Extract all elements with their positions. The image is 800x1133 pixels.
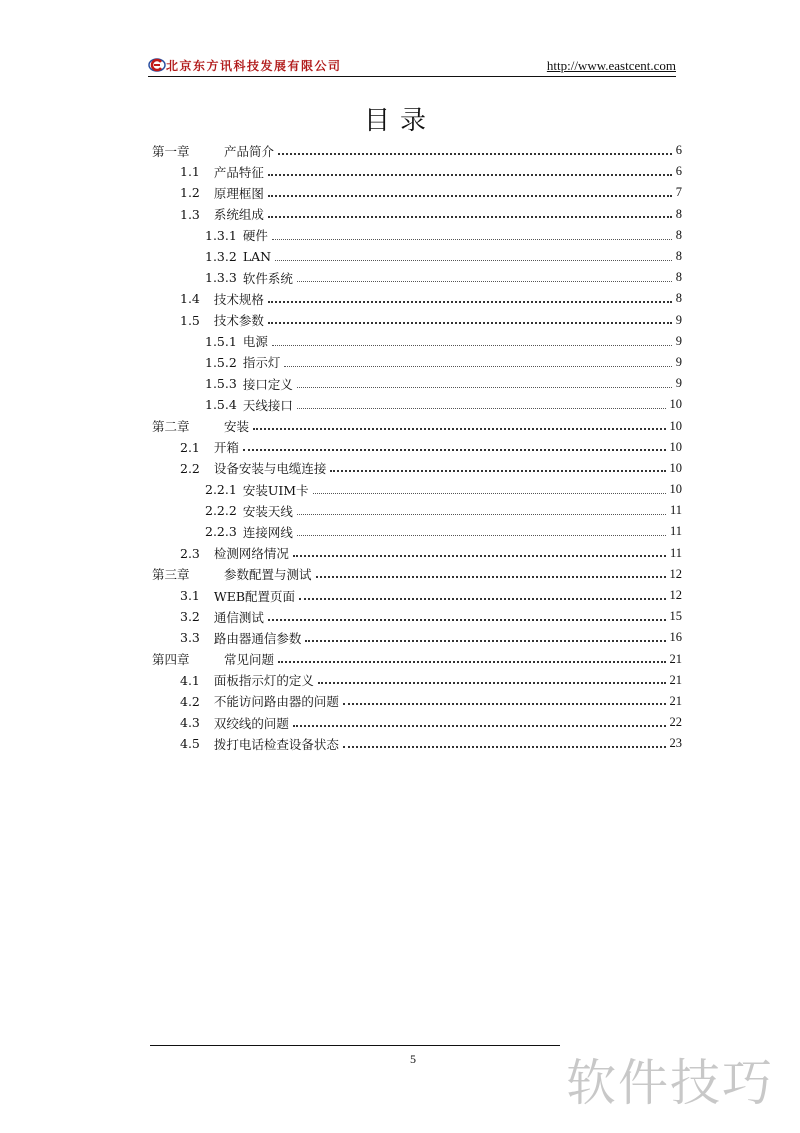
toc-entry-page: 9 [675,333,682,348]
toc-dot-leader [243,449,666,451]
toc-entry-label: 设备安装与电缆连接 [213,461,327,477]
toc-entry[interactable] [152,479,682,500]
toc-entry-number: 1.5.3 [205,376,237,392]
toc-dot-leader [268,174,672,176]
toc-entry[interactable] [152,204,682,225]
toc-entry[interactable] [152,394,682,415]
toc-entry-number: 2.3 [180,545,200,561]
toc-entry-label: 技术参数 [213,313,264,329]
toc-dot-leader [293,555,666,557]
toc-dot-leader [275,260,672,261]
watermark-text: 软件技巧 [566,1054,774,1112]
toc-entry-number: 1.3.3 [205,270,237,286]
toc-entry-page: 10 [669,460,682,475]
toc-entry-label: 连接网线 [242,524,293,540]
toc-dot-leader [343,703,666,705]
toc-entry[interactable] [152,161,682,182]
toc-entry[interactable] [152,140,682,161]
toc-entry[interactable] [152,267,682,288]
toc-entry-page: 7 [675,185,682,200]
toc-dot-leader [293,725,666,727]
toc-entry-page: 15 [669,609,682,624]
toc-entry-page: 6 [675,143,682,158]
toc-dot-leader [284,366,671,367]
toc-entry-label: 产品简介 [224,143,275,159]
toc-entry-number: 1.5.4 [205,397,237,413]
toc-dot-leader [278,661,665,663]
toc-entry-number: 1.5 [180,312,200,328]
toc-dot-leader [268,195,672,197]
toc-entry[interactable] [152,606,682,627]
toc-entry-number: 2.2 [180,460,200,476]
footer-divider [150,1045,560,1046]
toc-dot-leader [313,493,666,494]
toc-entry-page: 6 [675,164,682,179]
toc-entry-page: 8 [675,206,682,221]
toc-entry-number: 4.5 [180,736,200,752]
toc-entry-label: 原理框图 [213,185,264,201]
toc-entry-label: 安装UIM卡 [242,482,309,498]
toc-entry[interactable] [152,691,682,712]
toc-entry-label: 安装天线 [242,503,293,519]
toc-entry-page: 8 [675,249,682,264]
header-divider [148,76,676,77]
toc-entry-page: 9 [675,376,682,391]
toc-dot-leader [268,301,672,303]
company-name: 北京东方讯科技发展有限公司 [166,59,342,73]
toc-entry-label: 技术规格 [213,291,264,307]
toc-entry-page: 9 [675,354,682,369]
toc-entry[interactable] [152,670,682,691]
toc-entry-number: 第四章 [152,652,190,668]
toc-entry-label: 面板指示灯的定义 [213,673,314,689]
toc-entry-page: 23 [669,736,682,751]
toc-entry[interactable] [152,564,682,585]
toc-entry[interactable] [152,649,682,670]
toc-entry[interactable] [152,246,682,267]
toc-entry-number: 3.3 [180,630,200,646]
toc-entry-number: 2.2.3 [205,524,237,540]
toc-entry-label: 天线接口 [242,397,293,413]
toc-entry[interactable] [152,585,682,606]
toc-entry-page: 16 [669,630,682,645]
toc-dot-leader [297,408,666,409]
toc-dot-leader [272,239,672,240]
toc-entry-page: 11 [669,524,682,539]
toc-entry[interactable] [152,712,682,733]
toc-entry-number: 2.1 [180,439,200,455]
toc-entry-page: 10 [669,482,682,497]
toc-entry-label: 拨打电话检查设备状态 [213,736,339,752]
toc-entry-label: 通信测试 [213,609,264,625]
toc-entry-page: 10 [669,397,682,412]
toc-entry-page: 9 [675,312,682,327]
toc-entry[interactable] [152,543,682,564]
toc-dot-leader [297,387,672,388]
toc-entry-number: 1.5.1 [205,333,237,349]
toc-entry-page: 12 [669,566,682,581]
toc-entry-page: 21 [669,672,682,687]
toc-dot-leader [253,428,665,430]
toc-entry-number: 1.3 [180,206,200,222]
toc-dot-leader [297,514,666,515]
toc-entry[interactable] [152,500,682,521]
toc-entry-number: 1.3.2 [205,249,237,265]
toc-dot-leader [305,640,665,642]
toc-dot-leader [316,576,666,578]
toc-dot-leader [297,281,672,282]
table-of-contents [152,140,682,754]
toc-entry-page: 21 [669,693,682,708]
toc-entry-label: 开箱 [213,440,239,456]
toc-entry[interactable] [152,288,682,309]
toc-entry-number: 4.1 [180,672,200,688]
toc-entry-page: 8 [675,291,682,306]
toc-entry[interactable] [152,373,682,394]
eastcent-logo-icon [148,56,166,74]
toc-entry-label: 软件系统 [242,270,293,286]
toc-entry-number: 第二章 [152,419,190,435]
toc-entry-page: 12 [669,588,682,603]
toc-dot-leader [268,322,672,324]
page-header [148,54,676,78]
toc-dot-leader [297,535,666,536]
toc-entry-number: 1.4 [180,291,200,307]
toc-entry[interactable] [152,225,682,246]
toc-entry-number: 3.2 [180,609,200,625]
toc-entry[interactable] [152,437,682,458]
toc-entry[interactable] [152,627,682,648]
toc-entry-number: 2.2.2 [205,503,237,519]
toc-dot-leader [318,682,666,684]
toc-entry[interactable] [152,415,682,436]
toc-entry-label: WEB配置页面 [213,588,296,604]
toc-dot-leader [268,619,666,621]
toc-dot-leader [278,153,672,155]
page-number: 5 [410,1052,416,1066]
toc-entry-label: 硬件 [242,228,268,244]
toc-entry-label: 安装 [224,419,250,435]
toc-entry[interactable] [152,182,682,203]
toc-dot-leader [343,746,666,748]
toc-entry-page: 11 [669,545,682,560]
toc-entry-page: 10 [669,418,682,433]
toc-entry[interactable] [152,331,682,352]
toc-entry-page: 8 [675,227,682,242]
toc-entry-label: 电源 [242,334,268,350]
toc-entry-number: 第一章 [152,143,190,159]
toc-entry-number: 1.2 [180,185,200,201]
toc-entry-number: 4.3 [180,715,200,731]
toc-entry-label: 常见问题 [224,652,275,668]
toc-entry-number: 2.2.1 [205,482,237,498]
toc-dot-leader [272,345,672,346]
toc-entry[interactable] [152,352,682,373]
toc-entry-page: 21 [669,651,682,666]
toc-entry-number: 第三章 [152,567,190,583]
toc-entry-page: 22 [669,715,682,730]
toc-dot-leader [299,598,665,600]
toc-entry-label: 双绞线的问题 [213,715,289,731]
company-url[interactable]: http://www.eastcent.com [546,58,676,73]
toc-entry-number: 1.1 [180,164,200,180]
toc-title: 目录 [363,106,436,136]
toc-entry-page: 10 [669,439,682,454]
toc-entry-label: 接口定义 [242,376,293,392]
toc-entry-label: 指示灯 [242,355,281,371]
toc-entry-page: 8 [675,270,682,285]
toc-entry-label: 参数配置与测试 [224,567,312,583]
toc-dot-leader [268,216,672,218]
toc-entry-label: 系统组成 [213,207,264,223]
toc-entry-number: 1.5.2 [205,354,237,370]
toc-entry-number: 3.1 [180,588,200,604]
toc-entry-label: 检测网络情况 [213,546,289,562]
toc-entry[interactable] [152,458,682,479]
toc-entry-page: 11 [669,503,682,518]
toc-entry-number: 4.2 [180,693,200,709]
toc-entry[interactable] [152,733,682,754]
toc-dot-leader [330,470,665,472]
toc-entry-label: LAN [242,249,272,265]
toc-entry[interactable] [152,521,682,542]
toc-entry[interactable] [152,310,682,331]
toc-entry-number: 1.3.1 [205,227,237,243]
toc-entry-label: 产品特征 [213,164,264,180]
toc-entry-label: 不能访问路由器的问题 [213,694,339,710]
toc-entry-label: 路由器通信参数 [213,630,302,646]
